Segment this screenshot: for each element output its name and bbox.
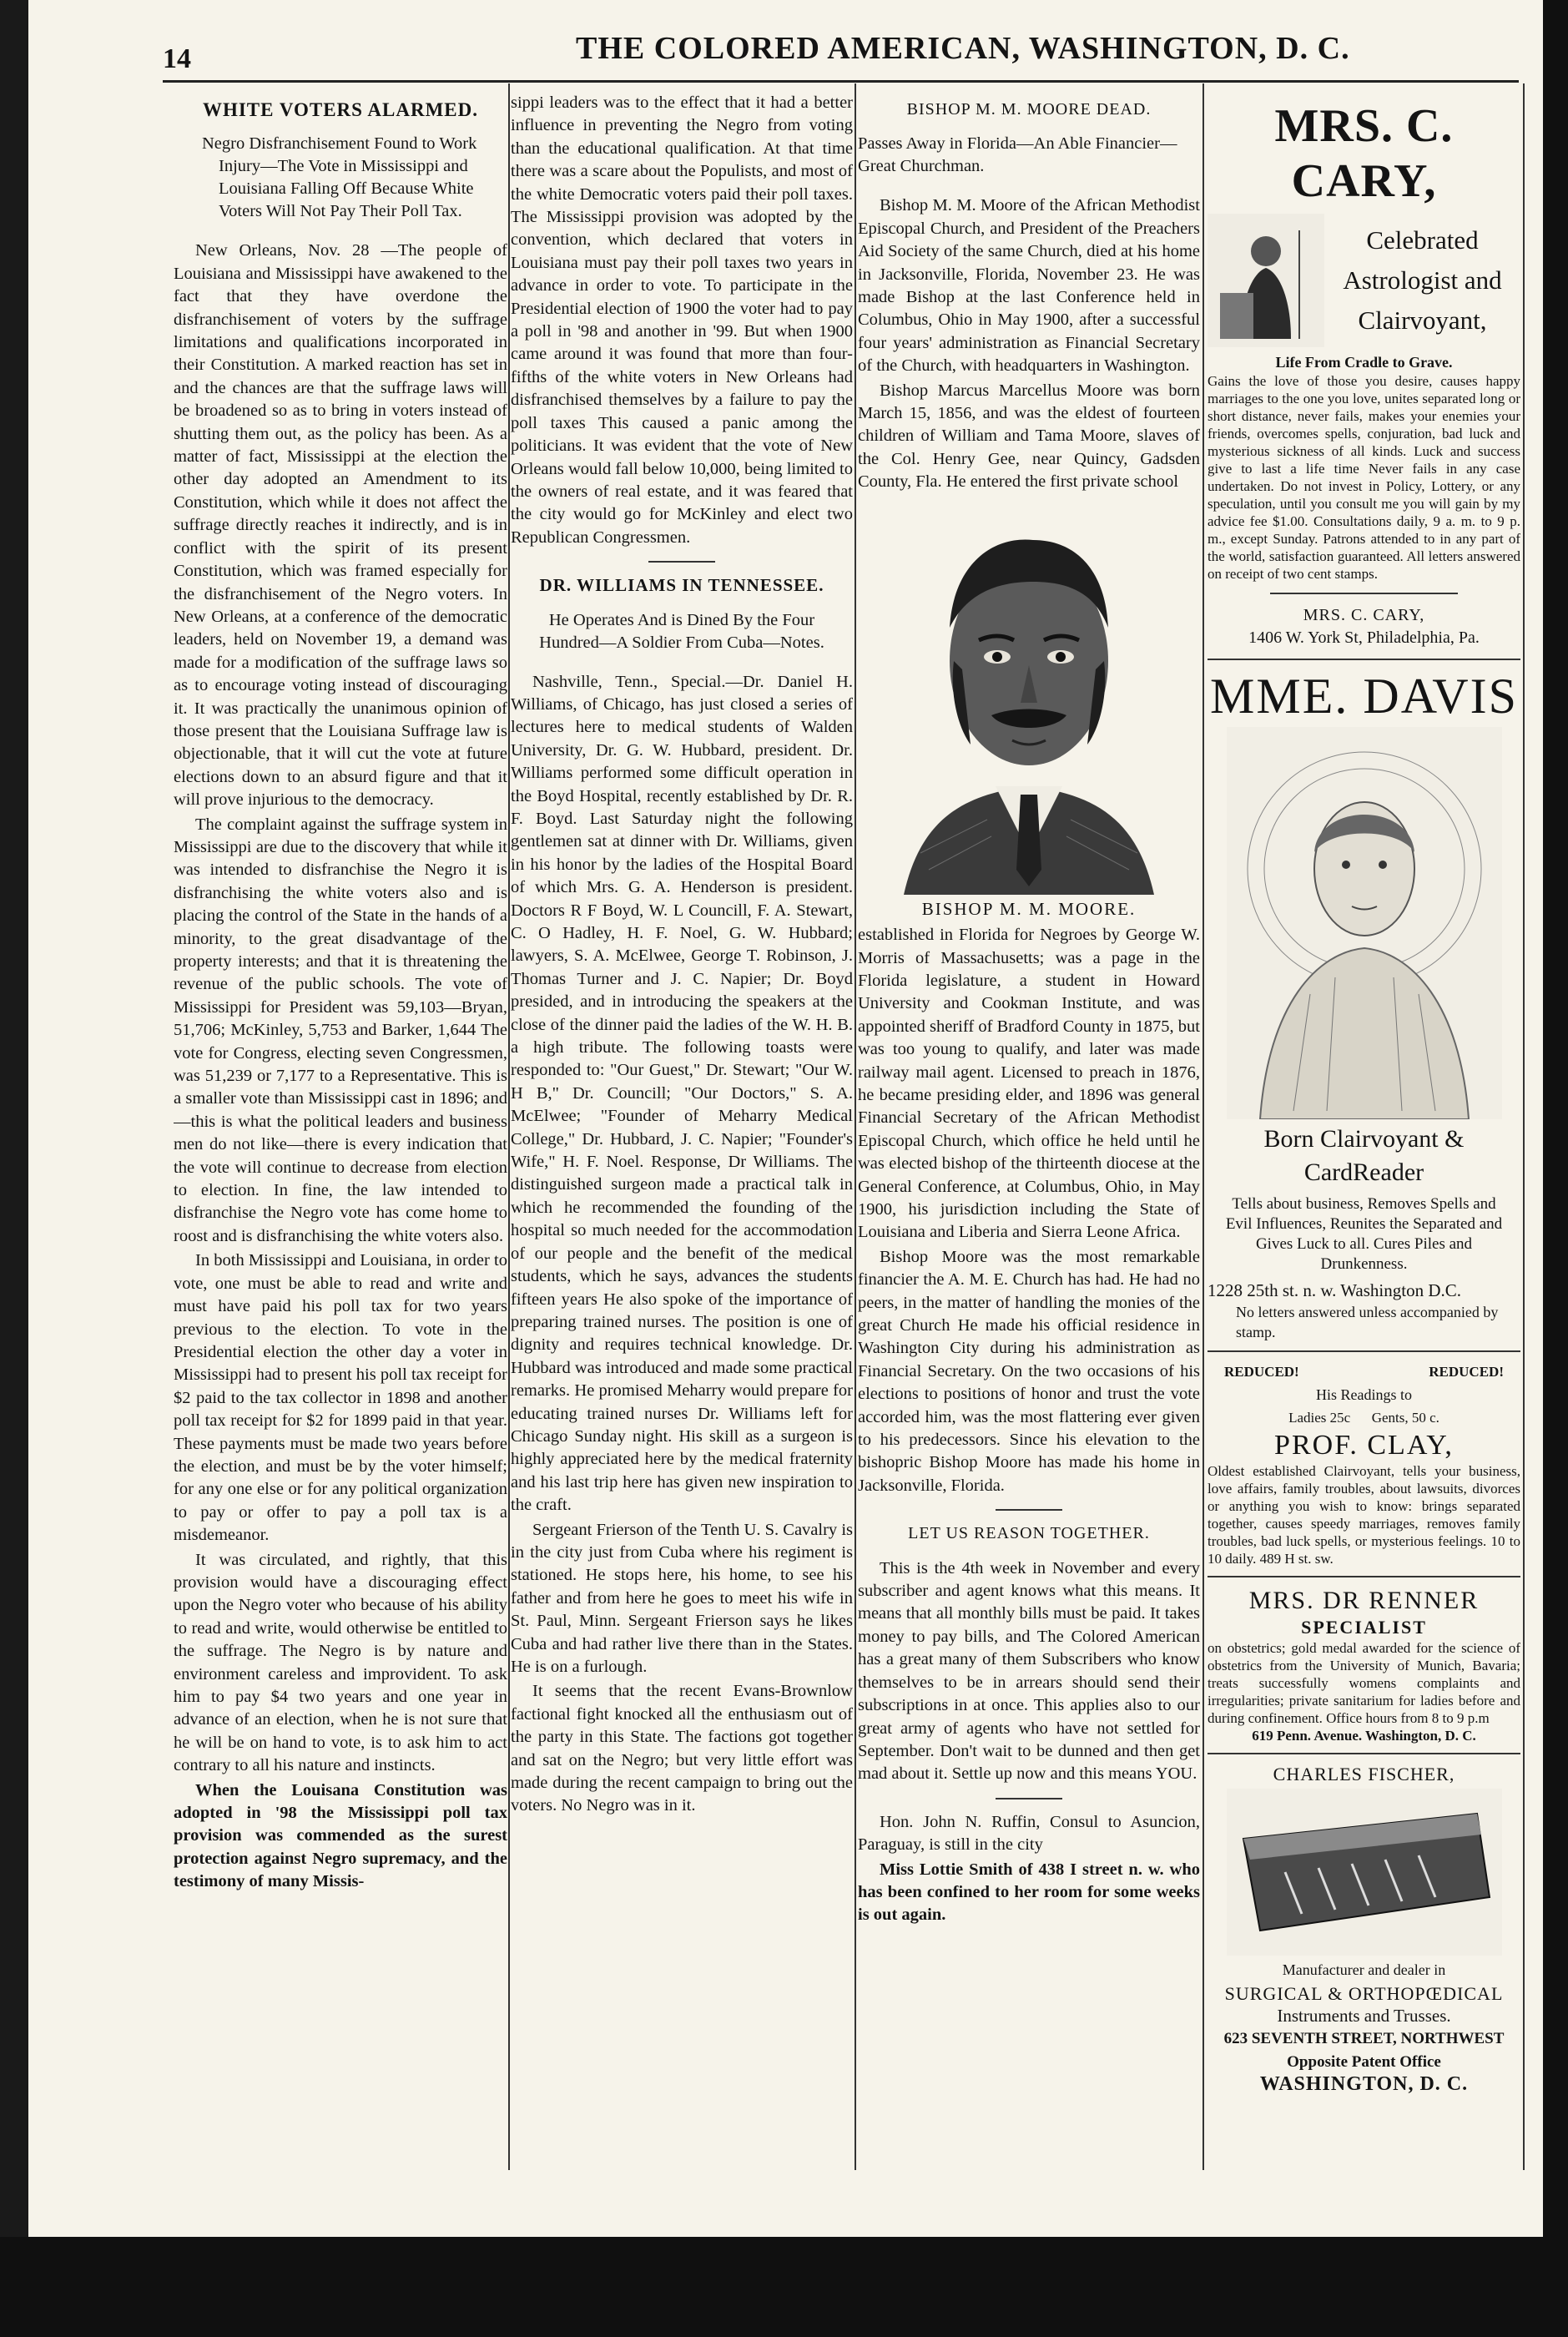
paragraph: Sergeant Frierson of the Tenth U. S. Cavalry is in the city just from Cuba where his regiment is stationed. He stops here, his home, to see his father and from here he goes to meet his wife in St. Paul, Minn. Sergeant Frierson says he likes Cuba and had rather live there than in the States. He is on a furlough. xyxy=(511,1520,853,1676)
headline-bishop-moore: BISHOP M. M. MOORE DEAD. xyxy=(906,100,1152,119)
headline-white-voters: WHITE VOTERS ALARMED. xyxy=(202,99,479,120)
ad-cary-body: Gains the love of those you desire, causes happy marriages to the one you love, unites separated long or short distance, never fails, makes your enemies your friends, overcomes spells, conjuration, bad luck and mysterious sickness of all kinds. Luck and success give to last a life time Never fails in any case undertaken. Do not invest in Policy, Lottery, or any speculation, until you consult me you will gain by my advice fee $1.00. Consultations daily, 9 a. m. to 9 p. m., except Sunday. Patrons attended to in any part of the world, satisfaction guaranteed. All letters answered on receipt of two cent stamps. xyxy=(1208,373,1520,582)
column-1 xyxy=(174,92,507,2162)
ad-clay-prices: Ladies 25c Gents, 50 c. xyxy=(1288,1410,1439,1426)
paragraph: It seems that the recent Evans-Brownlow factional fight knocked all the enthusiasm out of the party in this State. The factions got together and sat on the Negro; but very little effort was made during the recent campaign to bring out the voters. No Negro was in it. xyxy=(511,1682,853,1815)
ad-clay-reduced-right: REDUCED! xyxy=(1429,1364,1504,1380)
separator xyxy=(648,561,715,563)
ad-clay-body: Oldest established Clairvoyant, tells your business, love affairs, family troubles, about lawsuits, divorces or anything you wish to know: brings separated together, causes speedy marriages, removes family troubles, bad luck spells, or mysterious feelings. 10 to 10 daily. 489 H st. sw. xyxy=(1208,1463,1520,1567)
ad-davis-address: 1228 25th st. n. w. Washington D.C. xyxy=(1208,1280,1461,1300)
mme-davis-portrait-image xyxy=(1227,727,1502,1119)
ad-clay-readings: His Readings to xyxy=(1316,1386,1412,1403)
paragraph: This is the 4th week in November and every subscriber and agent knows what this means. It means that all monthly bills must be paid. It takes money to pay bills, and The Colored American has a great many of them Subscribers who know themselves to be in arrears should send their subscriptions in at once. This applies also to our great army of agents who have not settled for September. Don't wait to be dunned and then get mad about it. Settle up now and this means YOU. xyxy=(858,1558,1200,1784)
ad-fischer-line3: Instruments and Trusses. xyxy=(1277,2006,1451,2027)
astrologer-illustration-image xyxy=(1208,214,1324,347)
ad-cary-name: MRS. C. CARY, xyxy=(1274,100,1454,207)
paragraph: Bishop Moore was the most remarkable financier the A. M. E. Church has had. He had no peers, in the matter of handling the monies of the great Church He made his official residence in Washington City during his administration as Financial Secretary. On the two occasions of his elections to positions of honor and trust the vote accorded him, was the most flattering ever given to his predecessors. Since his elevation to the bishopric Bishop Moore has made his home in Jacksonville, Florida. xyxy=(858,1247,1200,1495)
ad-fischer-city: WASHINGTON, D. C. xyxy=(1259,2073,1469,2096)
ad-davis-note: No letters answered unless accompanied by stamp. xyxy=(1236,1304,1499,1341)
ad-charles-fischer xyxy=(1208,1763,1520,2097)
page-number: 14 xyxy=(163,43,191,74)
separator xyxy=(996,1509,1062,1511)
ad-cary-title: Celebrated Astrologist and Clairvoyant, xyxy=(1343,225,1502,335)
ad-clay-name: PROF. CLAY, xyxy=(1274,1430,1454,1461)
ad-mrs-cary xyxy=(1208,98,1520,650)
column-divider xyxy=(1202,83,1204,2170)
bishop-portrait-image xyxy=(887,502,1171,895)
ad-clay-reduced-left: REDUCED! xyxy=(1224,1364,1299,1380)
ad-davis-body: Tells about business, Removes Spells and Evil Influences, Reunites the Separated and Gives Luck to all. Cures Piles and Drunkenness. xyxy=(1225,1194,1503,1273)
ad-mrs-renner xyxy=(1208,1586,1520,1744)
separator xyxy=(996,1798,1062,1799)
paragraph: In both Mississippi and Louisiana, in order to vote, one must be able to read and write and must have paid his poll tax for two years previous to the election. To vote in the Presidential election the other day a voter in Mississippi had to present his poll tax receipt for $2 paid to the tax collector in 1898 and another poll tax receipt for $2 for 1899 paid in that year. These payments must be made two years before the election, and must be by the voter himself; for any one else or for any political organization to pay or offer to pay a poll tax is a misdemeanor. xyxy=(174,1251,507,1545)
deck-bishop-moore: Passes Away in Florida—An Able Financier—Great Churchman. xyxy=(858,134,1177,176)
paragraph: Miss Lottie Smith of 438 I street n. w. who has been confined to her room for some weeks is out again. xyxy=(858,1860,1200,1925)
ad-cary-address: 1406 W. York St, Philadelphia, Pa. xyxy=(1248,628,1480,648)
ad-fischer-name: CHARLES FISCHER, xyxy=(1273,1763,1455,1784)
ad-renner-body: on obstetrics; gold medal awarded for the science of obstetrics from the University of Munich, Bavaria; treats successfully womens complaints and irregularities; private sanitarium for ladies before and during confinement. Office hours from 8 to 9 p.m xyxy=(1208,1639,1520,1726)
ad-fischer-opposite: Opposite Patent Office xyxy=(1287,2052,1441,2071)
paragraph: New Orleans, Nov. 28 —The people of Louisiana and Mississippi have awakened to the fact that they have overdone the disfranchisement of voters by the suffrage limitations and qualifications incorporated in their Constitution. A marked reaction has set in and the chances are that the suffrage laws will be broadened so as to bring in voters instead of shutting them out, as the policy has been. As a matter of fact, Mississippi at the election the other day adopted an Amendment to its Constitution, which while it does not affect the suffrage directly reaches it indirectly, and is in conflict with the spirit of its present Constitution, which was framed especially for the disfranchisement of the Negro voters. In New Orleans, at a conference of the democratic leaders, held on November 19, a demand was made for a modification of the suffrage laws so as to encourage voting instead of discouraging it. It was practically the unanimous opinion of those present that the Louisiana Suffrage law is objectionable, that it will cut the vote at future elections down to an absurd figure and that it will prove injurious to the democracy. xyxy=(174,241,507,810)
column-divider xyxy=(508,83,510,2170)
scan-edge-bottom xyxy=(0,2237,1568,2337)
paragraph: The complaint against the suffrage system in Mississippi are due to the discovery that while it was intended to disfranchise the Negro it is disfranchising the white voters also and is placing the control of the State in the hands of a minority, to the great disadvantage of the property interests; and that it is threatening the revenue of the public schools. The vote of Mississippi for President was 59,103—Bryan, 51,706; McKinley, 5,753 and Barker, 1,644 The vote for Congress, electing seven Congressmen, was 51,239 or 7,177 to a Representative. This is a smaller vote than Mississippi cast in 1896; and—this is what the political leaders and business men do not like—there is every indication that the vote will continue to decrease from election to election. In fine, the law intended to disfranchise the Negro vote has come home to roost and is disfranchising the white voters also. xyxy=(174,815,507,1245)
column-2 xyxy=(511,92,853,2162)
separator xyxy=(1270,593,1458,594)
paragraph: Bishop Marcus Marcellus Moore was born March 15, 1856, and was the eldest of fourteen children of William and Tama Moore, slaves of the Col. Henry Gee, near Quincy, Gadsden County, Fla. He entered the first private school xyxy=(858,381,1200,492)
scan-edge-right xyxy=(1543,0,1568,2337)
column-divider xyxy=(1523,83,1525,2170)
ad-divider xyxy=(1208,1753,1520,1754)
ad-prof-clay xyxy=(1208,1360,1520,1567)
column-3 xyxy=(858,92,1200,2162)
ad-fischer-line1: Manufacturer and dealer in xyxy=(1282,1961,1446,1979)
paragraph: Bishop M. M. Moore of the African Methodist Episcopal Church, and President of the Preachers Aid Society of the same Church, died at his home in Jacksonville, Florida, November 23. He was made Bishop at the last Conference held in Columbus, Ohio in May 1900, after a successful four years' administration as Financial Secretary of the Church, with headquarters in Washington. xyxy=(858,196,1200,376)
paragraph: Nashville, Tenn., Special.—Dr. Daniel H. Williams, of Chicago, has just closed a series of lectures here to medical students of Walden University, Dr. G. W. Hubbard, president. Dr. Williams performed some difficult operation in the Boyd Hospital, recently established by Dr. R. F. Boyd. Last Saturday night the following gentlemen sat at dinner with Dr. Williams, given in his honor by the ladies of the Hospital Board of which Mrs. G. A. Henderson is president. Doctors R F Boyd, W. L Councill, F. A. Stewart, C. O Hadley, H. F. Noel, G. W. Hubbard; lawyers, S. A. McElwee, George T. Robinson, J. Thomas Turner and J. C. Napier; Dr. Boyd presided, and in introducing the speakers at the close of the dinner paid the ladies of the W. H. B. a high tribute. The following toasts were responded to: "Our Guest," Dr. Stewart; "Our W. H B," Dr. Councill; "Our Doctors," S. A. McElwee; "Founder of Meharry Medical College," Dr. Hubbard, J. C. Napier; "Founder's Wife," H. F. Noel. Response, Dr Williams. The distinguished surgeon made a practical talk in which he recommended the founding of the hospital so much needed for the accommodation of our people and the benefit of the medical students, which he says, advances the students fifteen years He also spoke of the importance of preparing trained nurses. The position is one of dignity and requires technical knowledge. Dr. Hubbard was introduced and made some practical remarks. He promised Meharry would prepare for educating trained nurses Dr. Williams left for Chicago Sunday night. His skill as a surgeon is highly appreciated here by the medical fraternity and his last trip here has given new inspiration to the craft. xyxy=(511,672,853,1515)
article-white-voters xyxy=(174,240,507,1893)
ad-renner-name: MRS. DR RENNER xyxy=(1248,1587,1480,1615)
ad-fischer-address: 623 SEVENTH STREET, NORTHWEST xyxy=(1223,2030,1505,2048)
paragraph: established in Florida for Negroes by George W. Morris of Massachusetts; was a page in the Florida legislature, a student in Howard University and Cookman Institute, and was appointed sheriff of Bradford County in 1875, but was too young to qualify, and later was made railway mail agent. Licensed to preach in 1876, he became presiding elder, and 1896 was general Financial Secretary of the African Methodist Episcopal Church, which office he held until he was elected bishop of the thirteenth diocese at the General Conference, at Columbus, Ohio, in May 1900, his jurisdiction including the State of Louisiana and Liberia and Sierra Leone Africa. xyxy=(858,926,1200,1242)
paragraph: It was circulated, and rightly, that this provision would have a discouraging effect upon the Negro voter who because of his ability to read and write, would otherwise be entitled to the suffrage. The Negro is by nature and environment careless and improvident. To ask him to pay $4 two years and one year in advance of an election, when he is not sure that he will be on hand to vote, is to ask him to act contrary to all his nature and instincts. xyxy=(174,1550,507,1775)
ad-divider xyxy=(1208,659,1520,660)
paragraph: Hon. John N. Ruffin, Consul to Asuncion, Paraguay, is still in the city xyxy=(858,1812,1200,1855)
paragraph: When the Louisana Constitution was adopted in '98 the Mississippi poll tax provision was commended as the surest protection against Negro supremacy, and the testimony of many Missis- xyxy=(174,1780,507,1891)
column-divider xyxy=(855,83,856,2170)
top-rule xyxy=(163,80,1519,83)
ad-mme-davis xyxy=(1208,669,1520,1342)
ad-divider xyxy=(1208,1350,1520,1352)
ad-renner-title: SPECIALIST xyxy=(1301,1617,1427,1638)
headline-reason-together: LET US REASON TOGETHER. xyxy=(908,1524,1150,1543)
headline-dr-williams: DR. WILLIAMS IN TENNESSEE. xyxy=(539,575,824,596)
paragraph: sippi leaders was to the effect that it had a better influence in preventing the Negro from voting than the educational qualification. At that time there was a scare about the Populists, and most of the white Democratic voters paid their poll taxes. The Mississippi provision was adopted by the convention, which declared that voters in Louisiana must pay their poll taxes two years in advance in order to vote. To participate in the Presidential election of 1900 the voter had to pay a poll in '98 and another in '99. But when 1900 came around it was found that more than four-fifths of the white voters in New Orleans had disfranchised themselves by a failure to pay the poll taxes This caused a panic among the politicians. It was evident that the vote of New Orleans would fall below 10,000, being limited to the owners of real estate, and it was feared that the city would go for McKinley and elect two Republican Congressmen. xyxy=(511,93,853,547)
ad-davis-title: Born Clairvoyant & CardReader xyxy=(1263,1124,1465,1186)
surgical-instrument-case-image xyxy=(1227,1789,1502,1956)
deck-white-voters: Negro Disfranchisement Found to Work Injury—The Vote in Mississippi and Louisiana Falling Off Because White Voters Will Not Pay Their Poll Tax. xyxy=(202,134,477,221)
ad-renner-address: 619 Penn. Avenue. Washington, D. C. xyxy=(1252,1727,1476,1744)
ad-fischer-line2: SURGICAL & ORTHOPŒDICAL xyxy=(1224,1982,1504,2004)
scan-edge-left xyxy=(0,0,28,2337)
deck-dr-williams: He Operates And is Dined By the Four Hundred—A Soldier From Cuba—Notes. xyxy=(539,610,824,652)
ad-davis-name: MME. DAVIS xyxy=(1210,668,1518,724)
ad-cary-name-2: MRS. C. CARY, xyxy=(1303,606,1425,624)
portrait-caption: BISHOP M. M. MOORE. xyxy=(921,898,1137,919)
column-4-advertisements xyxy=(1208,92,1520,2162)
ad-cary-tagline: Life From Cradle to Grave. xyxy=(1275,354,1453,371)
ad-divider xyxy=(1208,1576,1520,1577)
masthead: THE COLORED AMERICAN, WASHINGTON, D. C. xyxy=(576,31,1350,66)
